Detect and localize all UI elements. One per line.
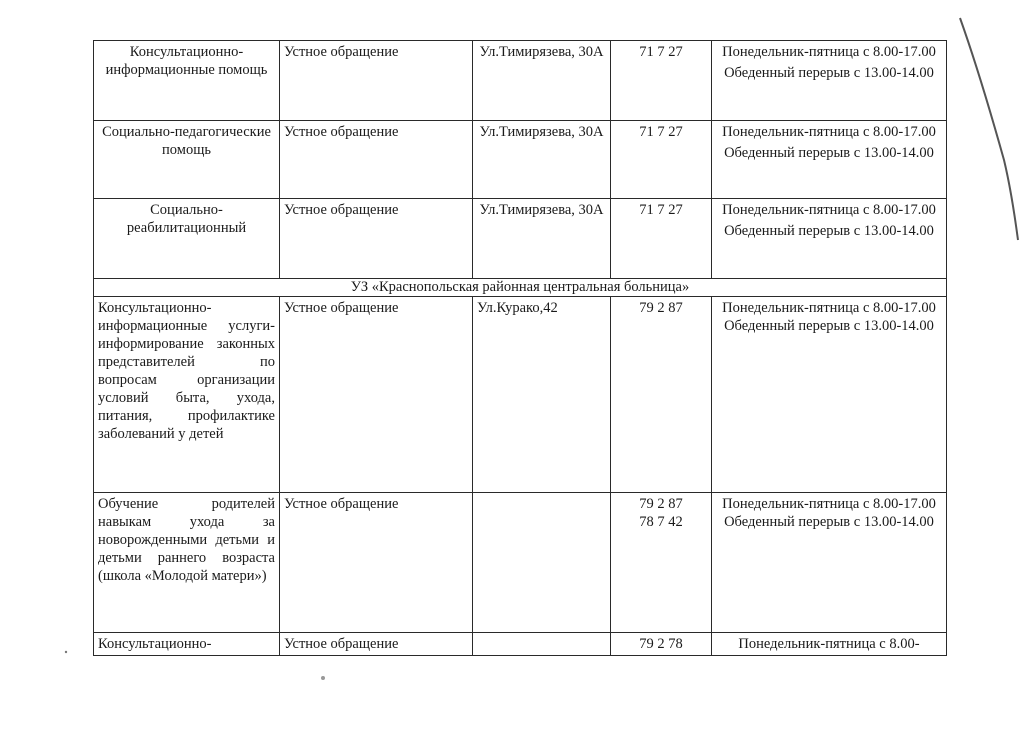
phone-cell: 71 7 27 — [611, 41, 712, 121]
schedule-break: Обеденный перерыв с 13.00-14.00 — [724, 514, 934, 530]
schedule-hours: Понедельник-пятница с 8.00-17.00 — [722, 496, 936, 512]
address-cell: Ул.Тимирязева, 30А — [473, 199, 611, 279]
phone-cell: 79 2 78 — [611, 633, 712, 656]
schedule-hours: Понедельник-пятница с 8.00-17.00 — [722, 124, 936, 140]
schedule-hours: Понедельник-пятница с 8.00- — [738, 636, 920, 652]
phone-cell: 79 2 87 — [611, 297, 712, 493]
form-cell: Устное обращение — [280, 297, 473, 493]
scan-speck — [321, 676, 325, 680]
service-cell: Социально-педагогические помощь — [94, 121, 280, 199]
schedule-break: Обеденный перерыв с 13.00-14.00 — [724, 65, 934, 81]
form-cell: Устное обращение — [280, 493, 473, 633]
service-cell: Консультационно- — [94, 633, 280, 656]
schedule-hours: Понедельник-пятница с 8.00-17.00 — [722, 202, 936, 218]
schedule-hours: Понедельник-пятница с 8.00-17.00 — [722, 44, 936, 60]
section-header: УЗ «Краснопольская районная центральная больница» — [94, 279, 947, 297]
address-cell: Ул.Тимирязева, 30А — [473, 41, 611, 121]
scan-edge-line — [960, 18, 1018, 240]
phone-cell: 71 7 27 — [611, 121, 712, 199]
scan-speck — [65, 651, 67, 653]
address-cell: Ул.Курако,42 — [473, 297, 611, 493]
service-cell: Социально-реабилитационный — [94, 199, 280, 279]
form-cell: Устное обращение — [280, 633, 473, 656]
form-cell: Устное обращение — [280, 121, 473, 199]
service-cell: Обучение родителей навыкам ухода за новорожденными детьми и детьми раннего возраста (школа «Молодой матери») — [94, 493, 280, 633]
phone-primary: 79 2 87 — [639, 496, 683, 512]
form-cell: Устное обращение — [280, 41, 473, 121]
service-cell: Консультационно-информационные помощь — [94, 41, 280, 121]
schedule-hours: Понедельник-пятница с 8.00-17.00 — [722, 300, 936, 316]
address-cell: Ул.Тимирязева, 30А — [473, 121, 611, 199]
phone-secondary: 78 7 42 — [639, 514, 683, 530]
form-cell: Устное обращение — [280, 199, 473, 279]
phone-cell: 71 7 27 — [611, 199, 712, 279]
service-cell: Консультационно-информационные услуги-информирование законных представителей по вопросам организации условий быта, ухода, питания, профилактике заболеваний у детей — [94, 297, 280, 493]
schedule-break: Обеденный перерыв с 13.00-14.00 — [724, 223, 934, 239]
schedule-break: Обеденный перерыв с 13.00-14.00 — [724, 318, 934, 334]
schedule-break: Обеденный перерыв с 13.00-14.00 — [724, 145, 934, 161]
